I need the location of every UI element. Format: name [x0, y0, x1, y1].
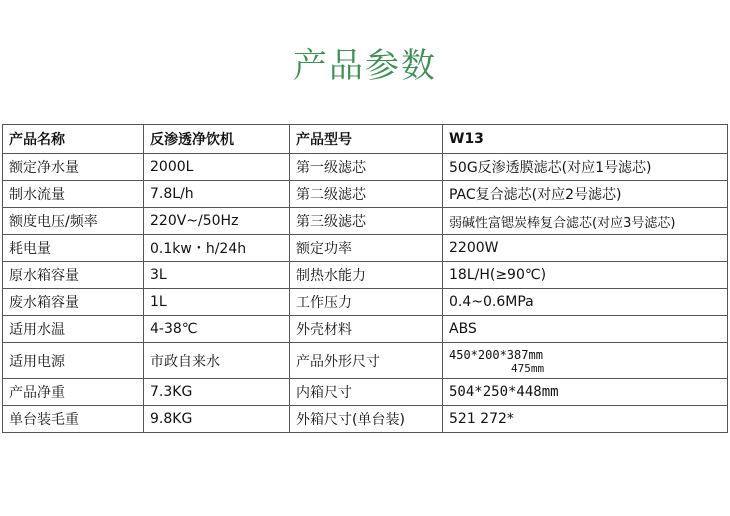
header-cell: W13 [443, 125, 728, 154]
table-cell: 额定功率 [290, 235, 443, 262]
spec-table [2, 124, 728, 433]
table-cell: 制热水能力 [290, 262, 443, 289]
table-cell: 废水箱容量 [3, 289, 144, 316]
table-cell: 0.4~0.6MPa [443, 289, 728, 316]
table-cell: 0.1kw・h/24h [144, 235, 290, 262]
header-cell: 反渗透净饮机 [144, 125, 290, 154]
table-cell: 外壳材料 [290, 316, 443, 343]
table-cell: 额度电压/频率 [3, 208, 144, 235]
table-cell: 220V~/50Hz [144, 208, 290, 235]
table-cell: 7.8L/h [144, 181, 290, 208]
table-cell: 产品净重 [3, 379, 144, 406]
table-cell: 3L [144, 262, 290, 289]
table-header-row [3, 125, 728, 154]
table-cell: 第三级滤芯 [290, 208, 443, 235]
table-row [3, 262, 728, 289]
table-cell: 耗电量 [3, 235, 144, 262]
table-cell: PAC复合滤芯(对应2号滤芯) [443, 181, 728, 208]
table-cell: 原水箱容量 [3, 262, 144, 289]
page-title: 产品参数 [293, 46, 437, 86]
table-cell: 适用电源 [3, 343, 144, 379]
table-row [3, 289, 728, 316]
table-cell: 2200W [443, 235, 728, 262]
table-row [3, 208, 728, 235]
table-row [3, 235, 728, 262]
table-row [3, 316, 728, 343]
table-cell: 50G反渗透膜滤芯(对应1号滤芯) [443, 154, 728, 181]
size-line-2: 475mm [511, 361, 545, 375]
table-cell: 4-38℃ [144, 316, 290, 343]
table-cell: 单台装毛重 [3, 406, 144, 433]
table-cell: 制水流量 [3, 181, 144, 208]
size-line-1: 450*200*387mm [449, 347, 543, 362]
table-cell: 市政自来水 [144, 343, 290, 379]
table-row [3, 406, 728, 433]
table-cell: 工作压力 [290, 289, 443, 316]
table-cell: 第一级滤芯 [290, 154, 443, 181]
table-cell: 内箱尺寸 [290, 379, 443, 406]
table-row [3, 343, 728, 379]
table-cell: 产品外形尺寸 [290, 343, 443, 379]
table-cell: 9.8KG [144, 406, 290, 433]
table-cell: 521 272* [443, 406, 728, 433]
table-cell: 1L [144, 289, 290, 316]
table-cell: ABS [443, 316, 728, 343]
table-row [3, 379, 728, 406]
table-cell: 18L/H(≥90℃) [443, 262, 728, 289]
header-cell: 产品名称 [3, 125, 144, 154]
table-row [3, 181, 728, 208]
table-cell [443, 343, 728, 379]
table-cell: 7.3KG [144, 379, 290, 406]
table-cell: 第二级滤芯 [290, 181, 443, 208]
table-cell: 弱碱性富锶炭棒复合滤芯(对应3号滤芯) [443, 208, 728, 235]
table-cell: 额定净水量 [3, 154, 144, 181]
table-cell: 适用水温 [3, 316, 144, 343]
table-cell: 2000L [144, 154, 290, 181]
table-row [3, 154, 728, 181]
header-cell: 产品型号 [290, 125, 443, 154]
table-cell: 504*250*448mm [443, 379, 728, 406]
table-cell: 外箱尺寸(单台装) [290, 406, 443, 433]
